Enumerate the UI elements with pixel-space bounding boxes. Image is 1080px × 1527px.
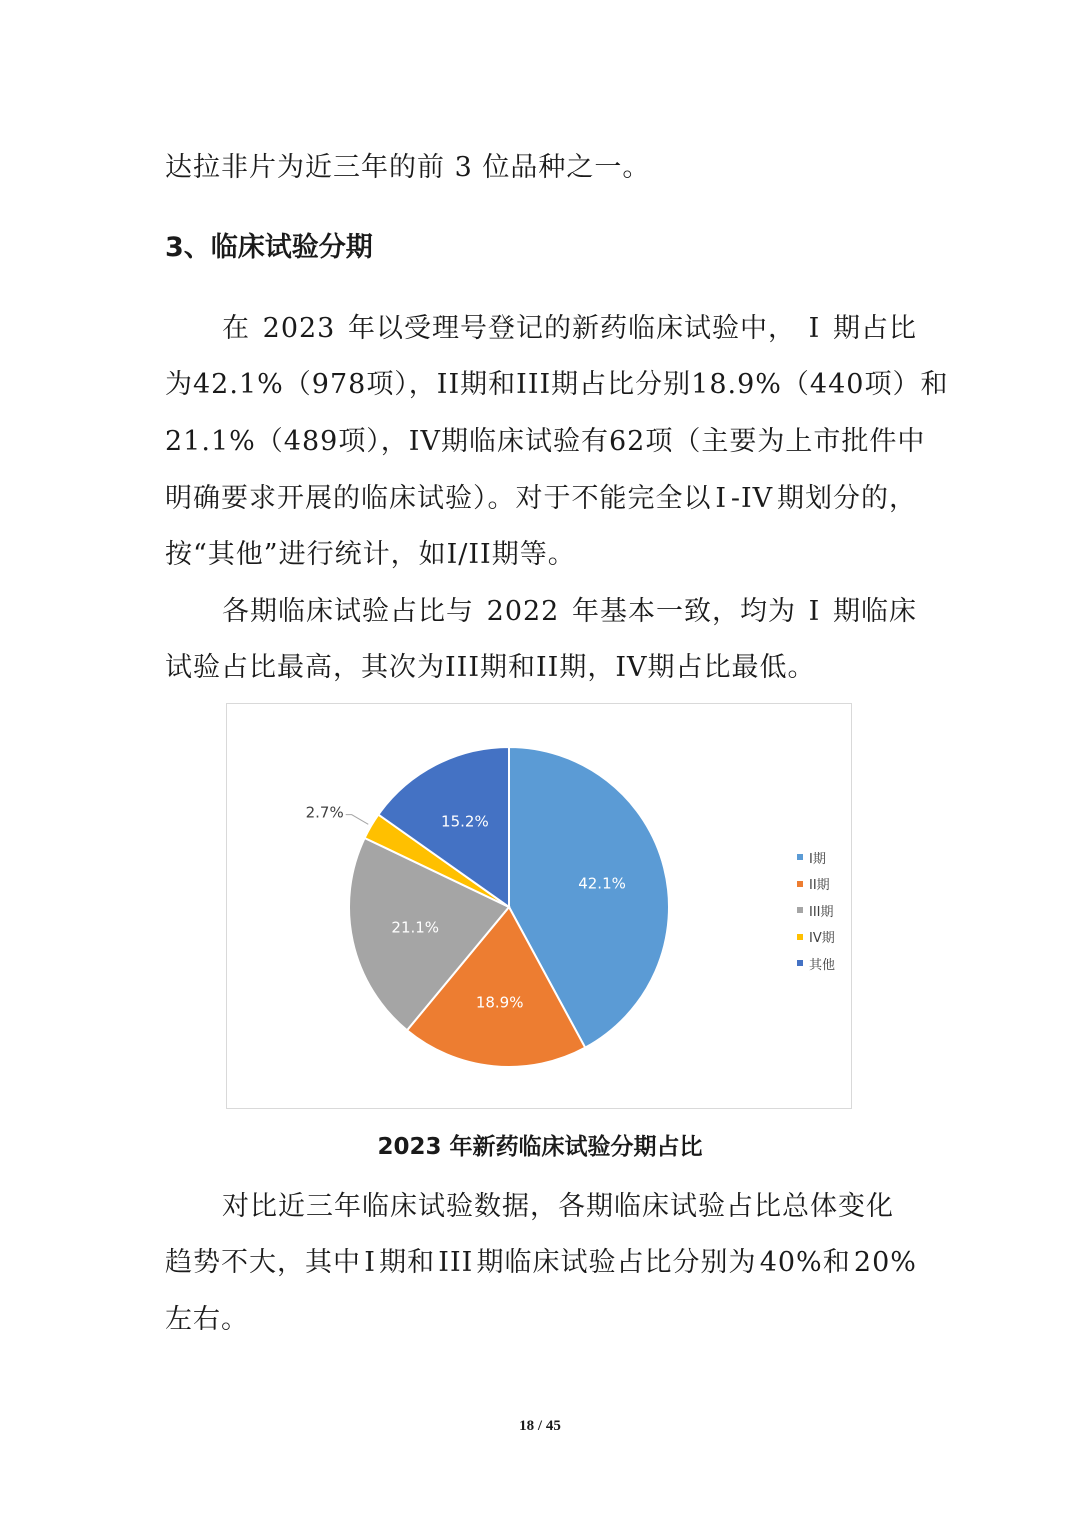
text-segment: III — [445, 652, 480, 683]
legend-label: III期 — [809, 904, 834, 920]
data-label: 21.1% — [391, 918, 440, 937]
text-segment: 左右。 — [165, 1304, 249, 1335]
text-segment: 62 — [608, 426, 646, 457]
paragraph-line — [222, 595, 917, 629]
text-segment: -IV — [730, 483, 774, 514]
text-segment: 期等。 — [491, 539, 576, 570]
text-segment: / — [458, 539, 469, 570]
legend-item — [797, 871, 835, 898]
legend-item — [797, 924, 835, 951]
text-segment: 18.9%（440 — [691, 369, 865, 400]
text-segment: 期临床 — [832, 596, 917, 627]
text-segment: 期占比 — [832, 313, 917, 344]
data-label: 2.7% — [305, 803, 344, 822]
text-segment: 项）和 — [864, 369, 949, 400]
paragraph-line — [165, 1246, 917, 1280]
legend-label: IV期 — [809, 931, 835, 947]
text-segment: 期和 — [480, 652, 536, 683]
text-segment: I — [808, 313, 821, 344]
text-segment: 42.1%（978 — [193, 369, 367, 400]
text-segment: II — [536, 652, 560, 683]
legend-item — [797, 844, 835, 871]
text-segment: 期临床试验占比分别为 — [476, 1247, 757, 1278]
text-segment: 项（主要为上市批件中 — [645, 426, 926, 457]
legend-swatch — [797, 960, 803, 966]
pie-chart — [226, 703, 852, 1109]
text-segment: I — [446, 539, 459, 570]
text-segment: 试验占比最高，其次为 — [165, 652, 445, 683]
page-number: 18 / 45 — [519, 1418, 561, 1434]
legend-swatch — [797, 907, 803, 913]
legend-item — [797, 950, 835, 977]
text-segment: 为 — [165, 369, 193, 400]
text-segment: 年基本一致，均为 — [572, 596, 796, 627]
text-segment: 在 — [222, 313, 250, 344]
text-segment: 期占比分别 — [551, 369, 692, 400]
legend-label: I期 — [809, 851, 826, 867]
legend-item — [797, 897, 835, 924]
pie-chart-svg — [227, 704, 853, 1110]
text-segment: II — [468, 539, 492, 570]
paragraph-line — [165, 538, 576, 572]
text-segment: 按“其他”进行统计，如 — [165, 539, 447, 570]
text-segment: 期临床试验有 — [440, 426, 609, 457]
paragraph-line: 达拉非片为近三年的前 3 位品种之一。 — [165, 152, 651, 183]
text-segment: III — [516, 369, 552, 400]
paragraph-line — [222, 312, 917, 346]
leader-line — [346, 815, 369, 825]
data-label: 42.1% — [578, 874, 626, 893]
text-segment: 20% — [853, 1247, 917, 1278]
text-segment: 2023 — [262, 313, 336, 344]
text-segment: 期划分的， — [777, 483, 917, 514]
legend-label: 其他 — [809, 957, 836, 973]
data-label: 15.2% — [441, 812, 489, 831]
paragraph-line — [165, 1303, 249, 1337]
paragraph-line — [165, 425, 926, 459]
legend-swatch — [797, 854, 803, 860]
text-segment: I — [715, 483, 728, 514]
text-segment: 期占比最低。 — [647, 652, 816, 683]
text-segment: 年以受理号登记的新药临床试验中， — [348, 313, 796, 344]
chart-legend — [797, 844, 835, 977]
paragraph-line — [165, 651, 816, 685]
paragraph-line — [222, 1190, 917, 1224]
legend-swatch — [797, 881, 803, 887]
paragraph-line — [165, 482, 917, 516]
text-segment: 期和 — [460, 369, 517, 400]
text-segment: III — [438, 1247, 474, 1278]
text-segment: I — [364, 1247, 376, 1278]
data-label: 18.9% — [475, 993, 524, 1012]
text-segment: 对比近三年临床试验数据，各期临床试验占比总体变化 — [222, 1191, 894, 1222]
section-heading: 3、临床试验分期 — [165, 232, 373, 263]
paragraph-line — [165, 368, 949, 402]
text-segment: 明确要求开展的临床试验）。对于不能完全以 — [165, 483, 712, 514]
text-segment: 期和 — [379, 1247, 436, 1278]
text-segment: 期，IV — [559, 652, 648, 683]
text-segment: 项），II — [366, 369, 461, 400]
text-segment: 40%和 — [759, 1247, 851, 1278]
text-segment: I — [808, 596, 821, 627]
text-segment: 趋势不大，其中 — [165, 1247, 361, 1278]
figure-caption: 2023 年新药临床试验分期占比 — [377, 1134, 703, 1160]
legend-label: II期 — [809, 878, 830, 894]
text-segment: 2022 — [486, 596, 560, 627]
text-segment: 21.1%（489 — [165, 426, 339, 457]
text-segment: 项），IV — [338, 426, 441, 457]
legend-swatch — [797, 934, 803, 940]
text-segment: 各期临床试验占比与 — [222, 596, 474, 627]
